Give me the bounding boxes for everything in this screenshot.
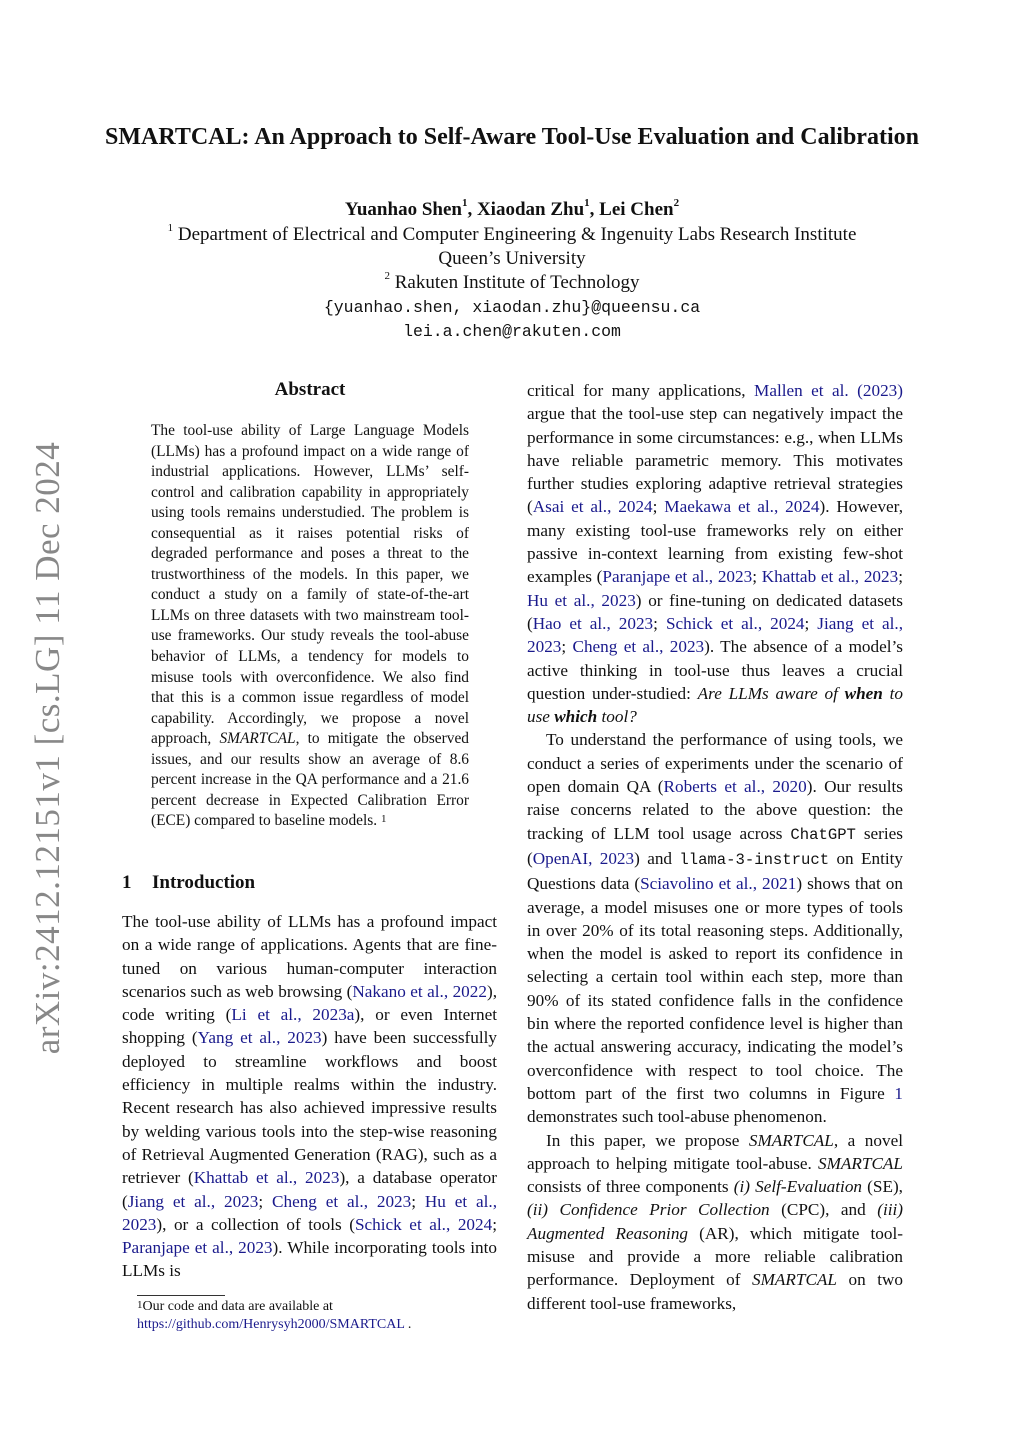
citation-link[interactable]: Maekawa et al., 2024: [664, 497, 820, 517]
text-run: , to mitigate the observed issues, and our results show an average of 8.6 percent increase in the QA performance and a 21.6 percent decrease in Expected Calibration Error (ECE) compared to baseline models.: [151, 730, 469, 830]
text-run: demonstrates such tool-abuse phenomenon.: [527, 1107, 827, 1127]
intro-paragraph: [527, 728, 903, 1128]
citation-link[interactable]: Schick et al., 2024: [665, 613, 805, 633]
section-number: 1: [122, 872, 132, 893]
citation-link[interactable]: Roberts et al., 2020: [663, 777, 807, 797]
text-run: In this paper, we propose: [546, 1130, 749, 1150]
citation-link[interactable]: Mallen et al. (2023): [754, 381, 903, 400]
citation-link[interactable]: Cheng et al., 2023: [272, 1191, 412, 1211]
text-run: ). However, many existing tool-use frameworks rely on either passive in-context learning from existing few-shot examples (: [527, 497, 903, 587]
citation-link[interactable]: Hu et al., 2023: [122, 1191, 498, 1234]
author-name: Lei Chen: [599, 199, 674, 220]
text-run: ). While incorporating tools into LLMs is: [122, 1238, 497, 1281]
text-run: ;: [898, 567, 903, 587]
citation-link[interactable]: Jiang et al., 2023: [127, 1191, 259, 1211]
text-run: (AR), which mitigate tool-misuse and provide a more reliable calibration performance. Deployment of: [527, 1223, 903, 1290]
text-run: on two different tool-use frameworks,: [527, 1270, 903, 1313]
affiliation-mark: 2: [384, 270, 390, 282]
citation-link[interactable]: Khattab et al., 2023: [761, 567, 899, 587]
citation-link[interactable]: Sciavolino et al., 2021: [640, 874, 797, 894]
email-1: {yuanhao.shen, xiaodan.zhu}@queensu.ca: [323, 298, 701, 317]
email-2: lei.a.chen@rakuten.com: [403, 322, 621, 341]
text-run: on Entity Questions data (: [527, 848, 903, 894]
affiliation-text: Department of Electrical and Computer Engineering & Ingenuity Labs Research Institute: [177, 224, 857, 245]
paper-title: SMARTCAL: An Approach to Self-Aware Tool-Use Evaluation and Calibration: [105, 124, 919, 150]
abstract-text: [151, 421, 469, 832]
text-run: ;: [652, 497, 665, 517]
citation-link[interactable]: Cheng et al., 2023: [572, 637, 705, 657]
citation-link[interactable]: Khattab et al., 2023: [193, 1168, 340, 1188]
text-run: SMARTCAL: [818, 1153, 903, 1173]
text-run: consists of three components: [527, 1177, 734, 1197]
citation-link[interactable]: Hu et al., 2023: [527, 590, 636, 610]
text-run: ), or even Internet shopping (: [122, 1005, 497, 1048]
text-run: The tool-use ability of LLMs has a profound impact on a wide range of applications. Agents that are fine-tuned on various human-computer interaction scenarios such as web browsing (: [122, 912, 497, 1001]
citation-link[interactable]: 1: [894, 1083, 903, 1103]
text-run: ) and: [634, 848, 680, 868]
text-run: To understand the performance of using tools, we conduct a series of experiments under the scenario of open domain QA (: [527, 730, 903, 797]
text-run: llama-3-instruct: [679, 850, 830, 869]
intro-paragraph: [527, 379, 903, 728]
abstract-heading: Abstract: [274, 379, 346, 400]
text-run: when: [844, 683, 883, 703]
text-run: ChatGPT: [790, 825, 856, 844]
citation-link[interactable]: Paranjape et al., 2023: [122, 1238, 273, 1258]
text-run: Are LLMs aware of: [697, 683, 845, 703]
text-run: ;: [258, 1191, 273, 1211]
citation-link[interactable]: Yang et al., 2023: [197, 1028, 322, 1048]
text-run: (iii) Augmented Reasoning: [527, 1200, 904, 1243]
citation-link[interactable]: Hao et al., 2023: [532, 613, 654, 633]
text-run: tool?: [597, 707, 637, 727]
text-run: SMARTCAL: [748, 1130, 834, 1150]
text-run: to use: [527, 683, 903, 727]
affiliation-text: Rakuten Institute of Technology: [394, 272, 640, 293]
text-run: , a novel approach to helping mitigate tool-abuse.: [527, 1130, 903, 1173]
text-run: ) shows that on average, a model misuses one or more types of tools in over 20% of its total reasoning steps. Additionally, when the model is asked to report its confidence in selecting a certain tool within each step, more than 90% of its stated confidence falls in the confidence bin where the reported confidence level is higher than the actual answering accuracy, indicating the model’s overconfidence with respect to tool choice. The bottom part of the first two columns in Figure: [527, 874, 903, 1103]
intro-paragraph: [527, 1129, 903, 1315]
footnote-tail: .: [404, 1317, 412, 1332]
citation-link[interactable]: Paranjape et al., 2023: [602, 567, 753, 587]
citation-link[interactable]: Nakano et al., 2022: [352, 981, 487, 1001]
text-run: ;: [653, 613, 666, 633]
affiliation-2: [100, 272, 924, 294]
text-run: ) have been successfully deployed to streamline workflows and boost efficiency in multiple realms within the industry. Recent research has also achieved impressive results by welding various tools into the step-wise reasoning of Retrieval Augmented Generation (RAG), such as a retriever (: [122, 1028, 497, 1188]
intro-paragraph: [122, 910, 497, 1283]
citation-link[interactable]: OpenAI, 2023: [532, 848, 635, 868]
text-run: ), code writing (: [122, 981, 497, 1025]
citation-link[interactable]: Jiang et al., 2023: [527, 613, 903, 657]
text-run: ). Our results raise concerns related to the above question: the tracking of LLM tool usage across: [527, 777, 903, 843]
footnote-rule: [137, 1295, 225, 1296]
section-title: Introduction: [152, 872, 256, 893]
text-run: (ii) Confidence Prior Collection: [527, 1200, 770, 1220]
author-affiliation-mark: 1: [461, 197, 468, 209]
citation-link[interactable]: Schick et al., 2024: [354, 1214, 493, 1234]
text-run: ;: [492, 1214, 497, 1234]
citation-link[interactable]: Li et al., 2023a: [231, 1005, 355, 1025]
author-affiliation-mark: 2: [673, 197, 680, 209]
text-run: critical for many applications,: [527, 381, 755, 400]
text-run: ;: [804, 613, 818, 633]
text-run: ;: [752, 567, 762, 587]
text-run: ), a database operator (: [122, 1168, 497, 1211]
arxiv-stamp: arXiv:2412.12151v1 [cs.LG] 11 Dec 2024: [28, 441, 67, 1055]
author-name: Xiaodan Zhu: [476, 199, 585, 220]
citation-link[interactable]: Asai et al., 2024: [532, 497, 653, 517]
author-name: Yuanhao Shen: [344, 199, 462, 220]
text-run: ). The absence of a model’s active thinking in tool-use thus leaves a crucial question under-studied:: [527, 637, 903, 703]
text-run: argue that the tool-use step can negatively impact the performance in some circumstances: e.g., when LLMs have reliable parametric memory. This motivates further studies exploring adaptive retrieval strategies (: [527, 404, 903, 517]
text-run: SMARTCAL: [751, 1270, 837, 1290]
author-affiliation-mark: 1: [584, 197, 590, 209]
affiliation-mark: 1: [167, 222, 174, 234]
text-run: ), or a collection of tools (: [156, 1214, 355, 1234]
text-run: (SE),: [862, 1177, 903, 1197]
text-run: ) or fine-tuning on dedicated datasets (: [527, 590, 903, 633]
footnote-text: Our code and data are available at: [142, 1299, 333, 1314]
text-run: (i) Self-Evaluation: [733, 1177, 863, 1197]
footnote-ref[interactable]: 1: [380, 813, 387, 826]
code-link[interactable]: https://github.com/Henrysyh2000/SMARTCAL: [137, 1317, 405, 1332]
footnote: [137, 1298, 411, 1334]
section-heading: [122, 872, 255, 894]
text-run: ;: [561, 637, 573, 657]
text-run: (CPC), and: [769, 1200, 878, 1220]
text-run: series (: [527, 823, 903, 868]
text-run: SMARTCAL: [219, 730, 296, 748]
text-run: which: [554, 707, 598, 727]
affiliation-1-line2: Queen’s University: [438, 248, 586, 269]
authors: Yuanhao Shen$^1$, Xiaodan Zhu$^1$, Lei Chen$^2$: [344, 197, 680, 220]
right-column: [527, 379, 903, 1315]
affiliation-1: [100, 224, 924, 246]
text-run: The tool-use ability of Large Language Models (LLMs) has a profound impact on a wide range of industrial applications. However, LLMs’ self-control and calibration capability in appropriately using tools remains understudied. The problem is consequential as it raises potential risks of degraded performance and poses a threat to the trustworthiness of the models. In this paper, we conduct a study on a family of state-of-the-art LLMs on three datasets with two mainstream tool-use frameworks. Our study reveals the tool-abuse behavior of LLMs, a tendency for models to misuse tools with overconfidence. We also find that this is a common issue regardless of model capability. Accordingly, we propose a novel approach,: [151, 422, 469, 748]
text-run: ;: [411, 1191, 425, 1211]
footnote-mark: 1: [137, 1299, 143, 1311]
